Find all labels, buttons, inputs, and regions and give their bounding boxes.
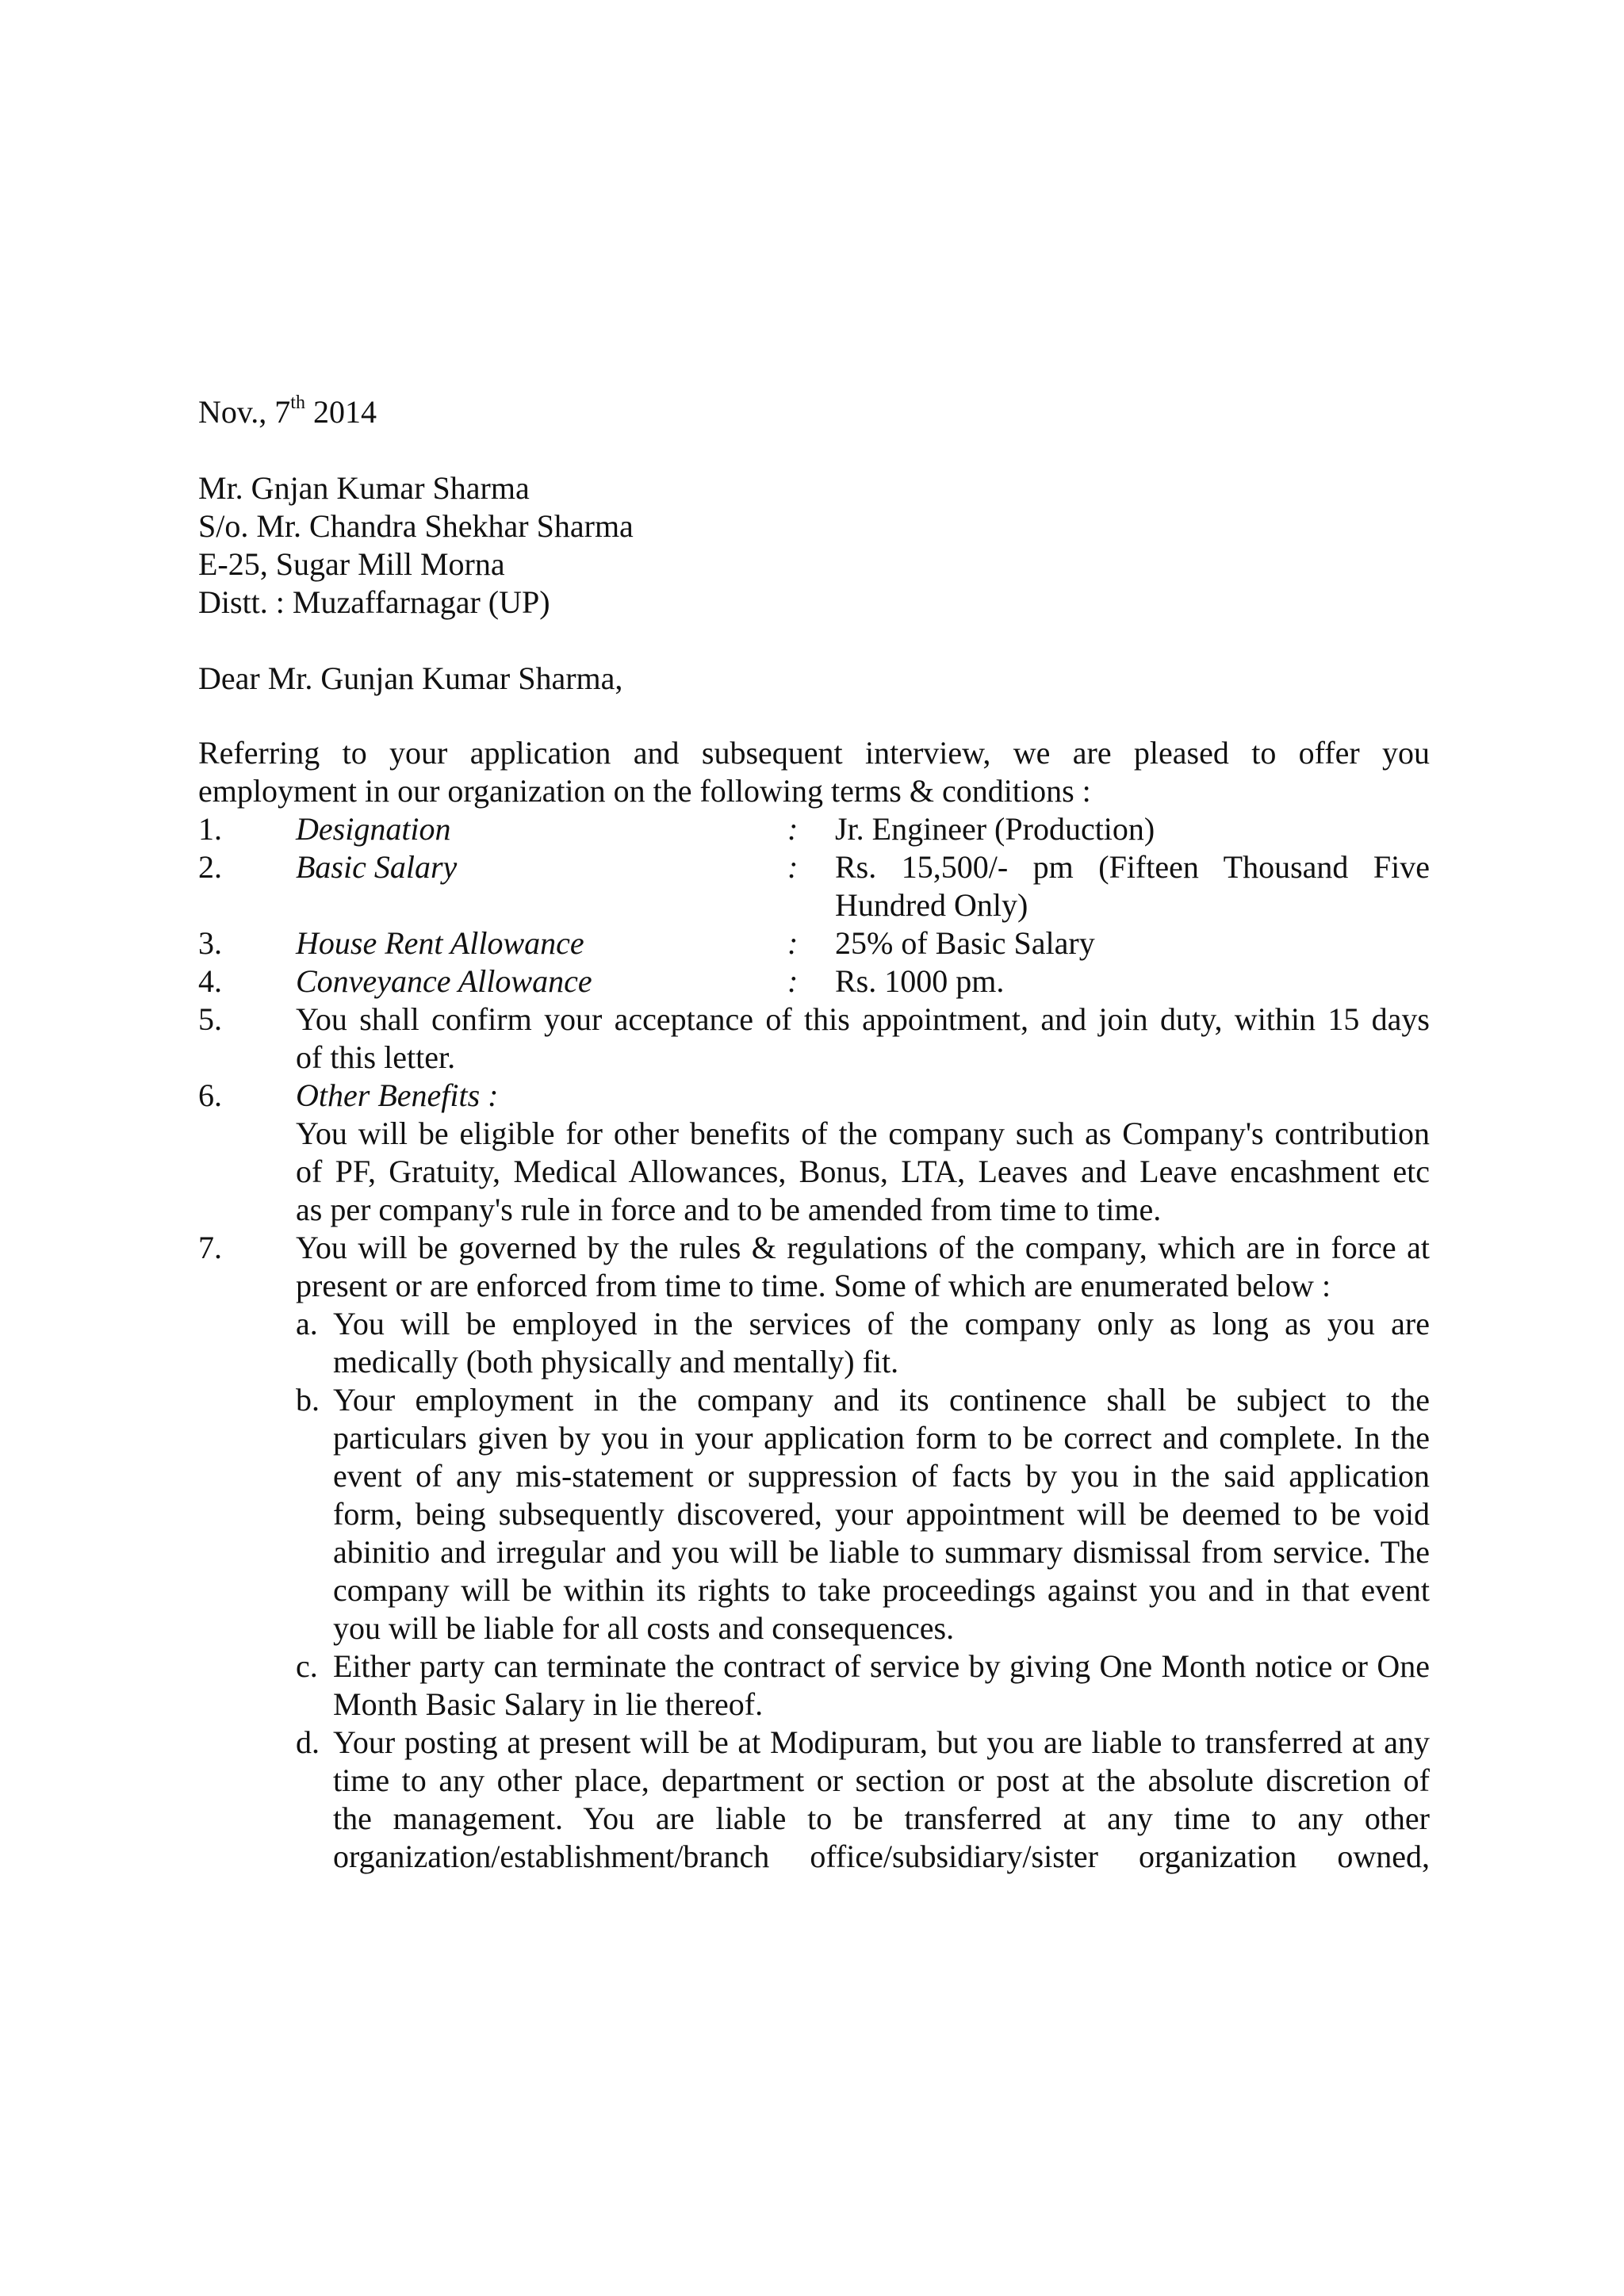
sub-item-text: event of any mis-statement or suppression of facts by you in the said application — [333, 1458, 1430, 1494]
term-label: Basic Salary — [296, 849, 458, 885]
sub-item-text: medically (both physically and mentally) fit. — [333, 1344, 899, 1380]
term-number: 3. — [198, 925, 222, 961]
sub-item-text: abinitio and irregular and you will be liable to summary dismissal from service. The — [333, 1534, 1430, 1570]
item-text: as per company's rule in force and to be amended from time to time. — [296, 1192, 1162, 1227]
date-superscript: th — [290, 392, 305, 413]
address-line: S/o. Mr. Chandra Shekhar Sharma — [198, 508, 634, 544]
sub-item-text: particulars given by you in your application form to be correct and complete. In the — [333, 1420, 1430, 1456]
sub-item-text: Either party can terminate the contract of service by giving One Month notice or One — [333, 1648, 1430, 1684]
term-label: Conveyance Allowance — [296, 963, 592, 999]
item-text: You will be eligible for other benefits of the company such as Company's contribution — [296, 1115, 1430, 1151]
term-label: Designation — [296, 811, 451, 847]
sub-item-text: You will be employed in the services of the company only as long as you are — [333, 1306, 1430, 1341]
sub-item-text: form, being subsequently discovered, your appointment will be deemed to be void — [333, 1496, 1430, 1532]
salutation: Dear Mr. Gunjan Kumar Sharma, — [198, 660, 623, 696]
item-text: of PF, Gratuity, Medical Allowances, Bonus, LTA, Leaves and Leave encashment etc — [296, 1154, 1430, 1189]
term-value-continued: Hundred Only) — [835, 887, 1028, 923]
term-colon: : — [787, 963, 799, 999]
term-value: Rs. 1000 pm. — [835, 963, 1005, 999]
term-number: 2. — [198, 849, 222, 885]
sub-item-letter: b. — [296, 1382, 320, 1418]
sub-item-letter: d. — [296, 1724, 320, 1760]
sub-item-text: time to any other place, department or section or post at the absolute discretion of — [333, 1762, 1430, 1798]
item-text: You will be governed by the rules & regulations of the company, which are in force at — [296, 1230, 1430, 1265]
item-text: of this letter. — [296, 1039, 456, 1075]
sub-item-text: you will be liable for all costs and consequences. — [333, 1610, 955, 1646]
sub-item-text: company will be within its rights to take proceedings against you and in that event — [333, 1572, 1430, 1608]
intro-line: Referring to your application and subsequent interview, we are pleased to offer you — [198, 735, 1430, 771]
term-number: 4. — [198, 963, 222, 999]
intro-line: employment in our organization on the following terms & conditions : — [198, 773, 1091, 809]
term-colon: : — [787, 811, 799, 847]
item-number: 5. — [198, 1001, 222, 1037]
sub-item-text: Your employment in the company and its continence shall be subject to the — [333, 1382, 1430, 1418]
sub-item-letter: c. — [296, 1648, 318, 1684]
date-text: Nov., 7 — [198, 394, 291, 430]
term-colon: : — [787, 849, 799, 885]
sub-item-text: Your posting at present will be at Modipuram, but you are liable to transferred at any — [333, 1724, 1430, 1760]
sub-item-text: Month Basic Salary in lie thereof. — [333, 1686, 764, 1722]
sub-item-text: organization/establishment/branch office/subsidiary/sister organization owned, — [333, 1839, 1430, 1874]
term-value: 25% of Basic Salary — [835, 925, 1095, 961]
sub-item-letter: a. — [296, 1306, 318, 1341]
item-number: 6. — [198, 1077, 222, 1113]
address-line: Mr. Gnjan Kumar Sharma — [198, 470, 530, 506]
term-value: Jr. Engineer (Production) — [835, 811, 1155, 847]
item-heading: Other Benefits : — [296, 1077, 499, 1113]
term-label: House Rent Allowance — [296, 925, 584, 961]
sub-item-text: the management. You are liable to be transferred at any time to any other — [333, 1800, 1430, 1836]
term-number: 1. — [198, 811, 222, 847]
item-number: 7. — [198, 1230, 222, 1265]
term-colon: : — [787, 925, 799, 961]
address-line: Distt. : Muzaffarnagar (UP) — [198, 584, 550, 620]
letter-date — [198, 393, 377, 430]
item-text: present or are enforced from time to time. Some of which are enumerated below : — [296, 1268, 1331, 1303]
address-line: E-25, Sugar Mill Morna — [198, 546, 505, 582]
date-year: 2014 — [304, 394, 377, 430]
term-value: Rs. 15,500/- pm (Fifteen Thousand Five — [835, 849, 1430, 885]
item-text: You shall confirm your acceptance of this appointment, and join duty, within 15 days — [296, 1001, 1430, 1037]
